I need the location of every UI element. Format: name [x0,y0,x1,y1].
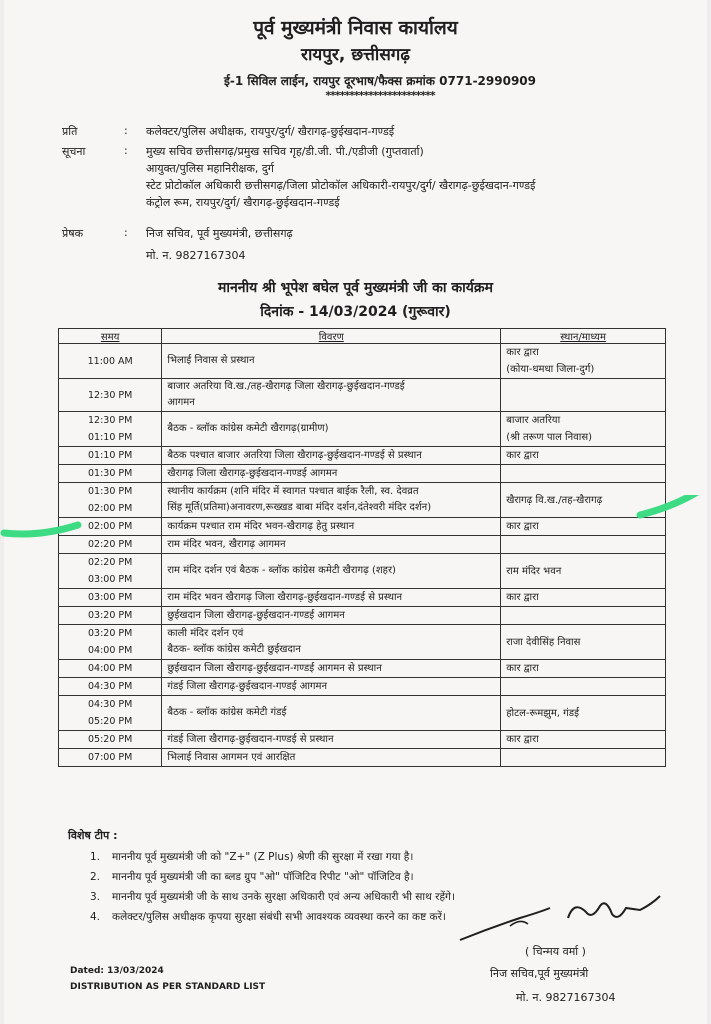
row-time-line: 04:00 PM [88,645,133,656]
row-description-line: राम मंदिर दर्शन एवं बैठक - ब्लॉक कांग्रेस कमेटी खैरागढ़ (शहर) [167,565,396,576]
row-description [162,447,501,465]
row-time-line: 01:10 PM [88,432,133,443]
row-place-line: होटल-रूमझुम, गंडई [506,707,580,719]
schedule-row [59,731,666,749]
from-label: प्रेषक [62,227,84,240]
row-description-line: गंडई जिला खैरागढ़-छुईखदान-गण्डई से प्रस्थान [167,733,334,745]
row-place [501,344,666,379]
info-line-4: कंट्रोल रूम, रायपुर/दुर्ग/ खैरागढ़-छुईखदान-गण्डई [146,196,340,209]
office-title: पूर्व मुख्यमंत्री निवास कार्यालय [253,17,458,39]
row-description [162,412,501,447]
schedule-row [59,465,666,483]
schedule-row [59,678,666,696]
schedule-row [59,696,666,731]
right-highlight-stroke [640,495,708,515]
row-time [59,379,162,412]
note-item: 3. माननीय पूर्व मुख्यमंत्री जी के साथ उनके सुरक्षा अधिकारी एवं अन्य अधिकारी भी साथ रहेंगे। [90,891,455,903]
schedule-row [59,660,666,678]
info-colon: : [124,144,128,157]
office-city: रायपुर, छत्तीसगढ़ [301,45,410,65]
row-description [162,660,501,678]
note-item: 4. कलेक्टर/पुलिस अधीक्षक कृपया सुरक्षा संबंधी सभी आवश्यक व्यवस्था करने का कष्ट करें। [90,911,446,923]
row-time [59,344,162,379]
row-time-line: 11:00 AM [87,355,133,367]
schedule-row [59,554,666,589]
row-time [59,607,162,625]
row-time [59,625,162,660]
distribution-line: DISTRIBUTION AS PER STANDARD LIST [70,982,266,992]
signatory-phone: मो. न. 9827167304 [516,991,616,1004]
row-description-line: भिलाई निवास आगमन एवं आरक्षित [167,751,296,763]
row-description [162,465,501,483]
row-place-line: (कोया-धमधा जिला-दुर्ग) [506,364,595,375]
schedule-row [59,749,666,767]
row-time [59,678,162,696]
row-place [501,731,666,749]
row-time-line: 01:30 PM [88,468,133,479]
row-description [162,696,501,731]
schedule-row [59,607,666,625]
to-label: प्रति [62,125,78,138]
to-colon: : [124,124,128,137]
row-place [501,696,666,731]
schedule-row [59,379,666,412]
row-description-line: स्थानीय कार्यक्रम (शनि मंदिर में स्वागत पश्चात बाईक रैली, स्व. देवव्रत [167,486,419,497]
row-time-line: 02:00 PM [88,503,133,514]
row-description-line: बैठक- ब्लॉक कांग्रेस कमेटी छुईखदान [167,644,301,655]
row-time-line: 04:00 PM [88,663,133,674]
schedule-row [59,412,666,447]
info-label: सूचना [62,145,86,158]
note-item: 1. माननीय पूर्व मुख्यमंत्री जी को "Z+" (Z Plus) श्रेणी की सुरक्षा में रखा गया है। [90,851,414,863]
row-description [162,607,501,625]
row-time-line: 01:30 PM [88,486,133,497]
row-place [501,678,666,696]
row-description [162,749,501,767]
from-text: निज सचिव, पूर्व मुख्यमंत्री, छत्तीसगढ़ [146,227,293,240]
row-description [162,379,501,412]
row-description-line: छुईखदान जिला खैरागढ़-छुईखदान-गण्डई आगमन [167,609,345,621]
row-description [162,344,501,379]
schedule-row [59,589,666,607]
row-description-line: कार्यक्रम पश्चात राम मंदिर भवन-खैरागढ़ हेतु प्रस्थान [167,520,355,532]
signatory-designation: निज सचिव,पूर्व मुख्यमंत्री [490,967,589,980]
row-place-line [506,749,660,766]
row-description [162,554,501,589]
row-place-line [506,387,660,404]
row-time-line: 02:20 PM [88,557,133,568]
row-time [59,660,162,678]
dated-line: Dated: 13/03/2024 [70,966,164,976]
to-text: कलेक्टर/पुलिस अधीक्षक, रायपुर/दुर्ग/ खैरागढ़-छुईखदान-गण्डई [146,125,395,138]
schedule-row [59,625,666,660]
row-place [501,749,666,767]
row-description-line: बैठक पश्चात बाजार अतरिया जिला खैरागढ़-छुईखदान-गण्डई से प्रस्थान [167,449,422,461]
row-description-line: छुईखदान जिला खैरागढ़-छुईखदान-गण्डई आगमन से प्रस्थान [167,662,382,674]
row-time-line: 04:30 PM [88,699,133,710]
highlight-marks [0,495,711,555]
row-time [59,589,162,607]
row-description-line: खैरागढ़ जिला खैरागढ़-छुईखदान-गण्डई आगमन [167,467,338,479]
row-time [59,749,162,767]
row-place-line: राम मंदिर भवन [506,565,562,577]
row-description-line: बैठक - ब्लॉक कांग्रेस कमेटी खैरागढ़(ग्रामीण) [167,423,329,434]
row-place-line: (श्री तरूण पाल निवास) [506,432,592,443]
schedule-row [59,344,666,379]
row-place-line [506,465,660,482]
info-line-3: स्टेट प्रोटोकॉल अधिकारी छत्तीसगढ़/जिला प्रोटोकॉल अधिकारी-रायपुर/दुर्ग/ खैरागढ़-छुईखदान-गण्डई [146,179,536,192]
header-time: समय [59,329,162,344]
row-place-line: कार द्वारा [506,663,539,674]
from-phone: मो. न. 9827167304 [146,249,246,262]
row-time-line: 02:20 PM [88,539,133,550]
row-time-line: 02:00 PM [88,521,133,532]
row-place-line: कार द्वारा [506,521,539,532]
row-time-line: 03:00 PM [88,574,133,585]
left-highlight-stroke [4,525,78,534]
row-place-line [506,607,660,624]
row-place-line: कार द्वारा [506,592,539,603]
row-time-line: 05:20 PM [88,734,133,745]
row-description [162,678,501,696]
row-place [501,465,666,483]
row-place [501,660,666,678]
row-place-line: राजा देवीसिंह निवास [506,636,581,648]
row-time [59,465,162,483]
note-item: 2. माननीय पूर्व मुख्यमंत्री जी का ब्लड ग्रुप "ओ" पॉजिटिव रिपीट "ओ" पॉजिटिव है। [90,871,414,883]
row-description [162,731,501,749]
header-description: विवरण [162,329,501,344]
row-time-line: 04:30 PM [88,681,133,692]
row-time-line: 01:10 PM [88,450,133,461]
row-place [501,607,666,625]
from-colon: : [124,226,128,239]
row-description [162,589,501,607]
row-place [501,447,666,465]
row-place [501,379,666,412]
row-description-line: राम मंदिर भवन, खैरागढ़ आगमन [167,538,286,550]
row-time [59,554,162,589]
row-time-line: 03:20 PM [88,610,133,621]
program-title: माननीय श्री भूपेश बघेल पूर्व मुख्यमंत्री जी का कार्यक्रम [217,280,494,296]
row-time-line: 03:00 PM [88,592,133,603]
row-time-line: 07:00 PM [88,752,133,763]
row-time-line: 12:30 PM [88,389,133,401]
row-description-line: भिलाई निवास से प्रस्थान [167,355,255,366]
row-place [501,589,666,607]
row-description-line: बैठक - ब्लॉक कांग्रेस कमेटी गंडई [167,707,287,718]
info-line-2: आयुक्त/पुलिस महानिरीक्षक, दुर्ग [146,162,274,175]
row-place-line: कार द्वारा [506,734,539,745]
row-description [162,625,501,660]
row-place-line: कार द्वारा [506,347,539,358]
row-place [501,554,666,589]
header-place: स्थान/माध्यम [501,329,666,344]
row-time-line: 03:20 PM [88,628,133,639]
row-place-line [506,678,660,695]
row-description-line: काली मंदिर दर्शन एवं [167,628,244,639]
row-description-line: सिंह मूर्ति(प्रतिमा)अनावरण,रूख्खड बाबा मंदिर दर्शन,दंतेश्वरी मंदिर दर्शन) [167,502,432,513]
row-place [501,625,666,660]
row-place-line: खैरागढ़ वि.ख./तह-खैरागढ़ [506,494,603,506]
schedule-header-row [59,329,666,344]
row-time-line: 12:30 PM [88,415,133,426]
row-time [59,412,162,447]
notes-title: विशेष टीप : [68,829,118,842]
row-place-line: बाजार अतरिया [506,415,561,426]
row-description-line: राम मंदिर भवन खैरागढ़ जिला खैरागढ़-छुईखदान-गण्डई से प्रस्थान [167,591,403,603]
header-divider-stars: *********************** [325,89,435,102]
row-time [59,731,162,749]
row-time-line: 05:20 PM [88,716,133,727]
row-description-line: बाजार अतरिया वि.ख./तह-खैरागढ़ जिला खैरागढ़-छुईखदान-गण्डई [167,381,405,392]
info-line-1: मुख्य सचिव छत्तीसगढ़/प्रमुख सचिव गृह/डी.जी. पी./एडीजी (गुप्तवार्ता) [146,145,424,158]
row-time [59,696,162,731]
row-time [59,447,162,465]
row-description-line: गंडई जिला खैरागढ़-छुईखदान-गण्डई आगमन [167,680,328,692]
row-place [501,412,666,447]
handwritten-signature [450,888,690,948]
row-place-line: कार द्वारा [506,450,539,461]
schedule-row [59,447,666,465]
program-date: दिनांक - 14/03/2024 (गुरूवार) [260,304,451,320]
signatory-name: ( चिन्मय वर्मा ) [525,945,586,958]
row-description-line: आगमन [167,397,195,408]
office-address: ई-1 सिविल लाईन, रायपुर दूरभाष/फैक्स क्रमांक 0771-2990909 [224,74,536,88]
